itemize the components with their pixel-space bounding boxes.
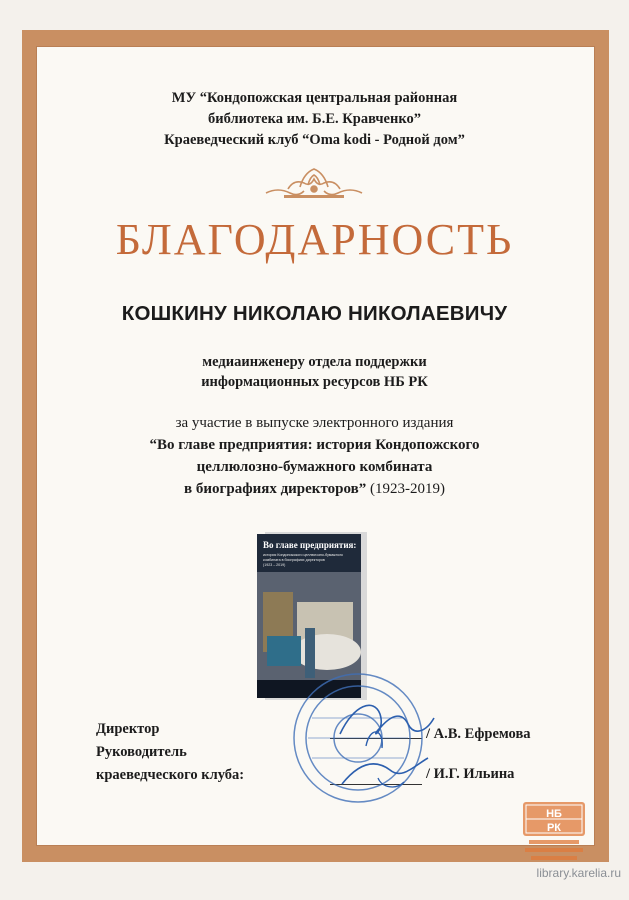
signatory-name-1: / А.В. Ефремова [426, 726, 531, 742]
recipient-name: КОШКИНУ НИКОЛАЮ НИКОЛАЕВИЧУ [121, 302, 508, 325]
header-line-3: Краеведческий клуб “Oma kodi - Родной дом” [164, 132, 465, 148]
position-line-1: медиаинженеру отдела поддержки [202, 354, 427, 370]
reason-line-1: за участие в выпуске электронного издания [175, 415, 454, 431]
book-title-line-3: комбината в биографиях директоров [263, 558, 325, 562]
position-line-2: информационных ресурсов НБ РК [201, 374, 428, 390]
role-club-head-line-2: краеведческого клуба: [96, 767, 245, 783]
recipient-position [0, 352, 629, 392]
reason-line-2: “Во главе предприятия: история Кондопожского [149, 437, 480, 453]
site-watermark: library.karelia.ru [536, 866, 621, 880]
role-director: Директор [96, 721, 160, 737]
reason-line-3: целлюлозно-бумажного комбината [196, 459, 433, 475]
reason-line-4 [0, 478, 629, 500]
role-club-head: Руководитель [96, 744, 187, 760]
book-title-line-2: история Кондопожского целлюлозно-бумажного [263, 553, 343, 557]
award-reason [0, 412, 629, 500]
certificate-title: БЛАГОДАРНОСТЬ [115, 215, 514, 264]
handwritten-signatures [330, 688, 440, 798]
ornament-icon [264, 165, 364, 201]
book-title-line-1: Во главе предприятия: [263, 540, 357, 550]
reason-years: (1923-2019) [366, 481, 445, 497]
book-title-line-4: (1923 – 2019) [263, 563, 286, 567]
header-line-1: МУ “Кондопожская центральная районная [171, 90, 458, 106]
reason-line-4-title: в биографиях директоров” [184, 481, 367, 497]
header-line-2: библиотека им. Б.Е. Кравченко” [208, 111, 421, 127]
signatory-name-2: / И.Г. Ильина [426, 766, 515, 782]
signature-roles [96, 718, 244, 787]
header-organization [0, 88, 629, 151]
logo-text-2: РК [546, 822, 562, 834]
library-logo-icon [521, 800, 587, 864]
logo-text-1: НБ [546, 808, 562, 820]
